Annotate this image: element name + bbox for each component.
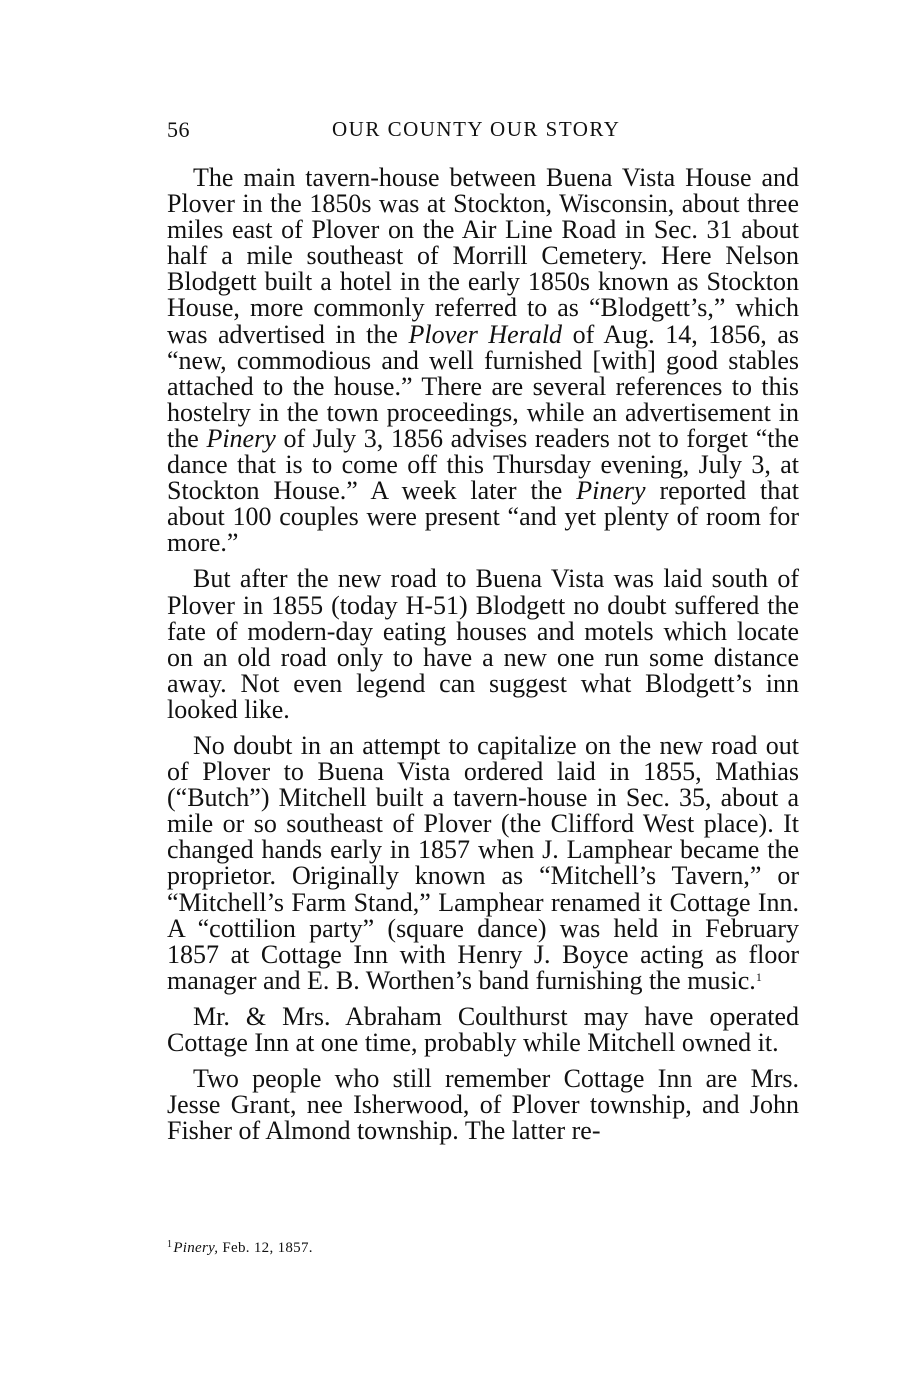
text-segment: reported that about 100 couples were present “and yet plenty of room for more.” (167, 476, 799, 558)
body-text (167, 165, 799, 1144)
paragraph-coulthurst (167, 1001, 799, 1057)
footnote-marker: 1 (167, 1239, 173, 1250)
newspaper-title: Pinery (576, 476, 646, 506)
text-segment: Two people who still remember Cottage Inn are Mrs. Jesse Grant, nee Isherwood, of Plover township, and John Fisher of Almond township. The latter re- (167, 1064, 799, 1146)
paragraph-cottage-inn (167, 730, 799, 995)
footnote-source: Pinery, (173, 1240, 219, 1256)
page-number: 56 (167, 117, 190, 142)
text-segment: of July 3, 1856 advises readers not to forget “the dance that is to come off this Thursday evening, July 3, at Stockton House.” A week later the (167, 423, 799, 506)
text-segment: No doubt in an attempt to capitalize on the new road out of Plover to Buena Vista ordered laid in 1855, Mathias (“Butch”) Mitchell built a tavern-house in Sec. 35, about a mile or so southeast of Plover (the Clifford West place). It changed hands early in 1857 when J. Lamphear became the proprietor. Originally known as “Mitchell’s Tavern,” or “Mitchell’s Farm Stand,” Lamphear renamed it Cottage Inn. A “cottilion party” (square dance) was held in February 1857 at Cottage Inn with Henry J. Boyce acting as floor manager and E. B. Worthen’s band furnishing the music. (167, 730, 799, 995)
footnote-date: Feb. 12, 1857. (218, 1240, 313, 1256)
text-segment: The main tavern-house between Buena Vista House and Plover in the 1850s was at Stockton, Wisconsin, about three miles east of Plover on the Air Line Road in Sec. 31 about half a mile southeast of Morrill Cemetery. Here Nelson Blodgett built a hotel in the early 1850s known as Stockton House, more commonly referred to as “Blodgett’s,” which was advertised in the (167, 163, 799, 349)
text-segment: of Aug. 14, 1856, as “new, commodious and well furnished [with] good stables attached to the house.” There are several references to this hostelry in the town proceedings, while an advertisement in the (167, 319, 800, 453)
text-segment: Mr. & Mrs. Abraham Coulthurst may have operated Cottage Inn at one time, probably while Mitchell owned it. (167, 1001, 799, 1057)
paragraph-stockton-house (167, 165, 799, 556)
newspaper-title: Plover Herald (408, 319, 563, 349)
paragraph-new-road (167, 566, 799, 723)
footnote (167, 1239, 313, 1257)
footnote-reference: 1 (755, 969, 762, 984)
running-title: OUR COUNTY OUR STORY (332, 117, 621, 141)
running-head (167, 117, 801, 147)
text-segment: But after the new road to Buena Vista was laid south of Plover in 1855 (today H-51) Blodgett no doubt suffered the fate of modern-day eating houses and motels which locate on an old road only to have a new one run some distance away. Not even legend can suggest what Blodgett’s inn looked like. (167, 564, 799, 724)
newspaper-title: Pinery (206, 423, 276, 453)
paragraph-remember (167, 1066, 799, 1144)
